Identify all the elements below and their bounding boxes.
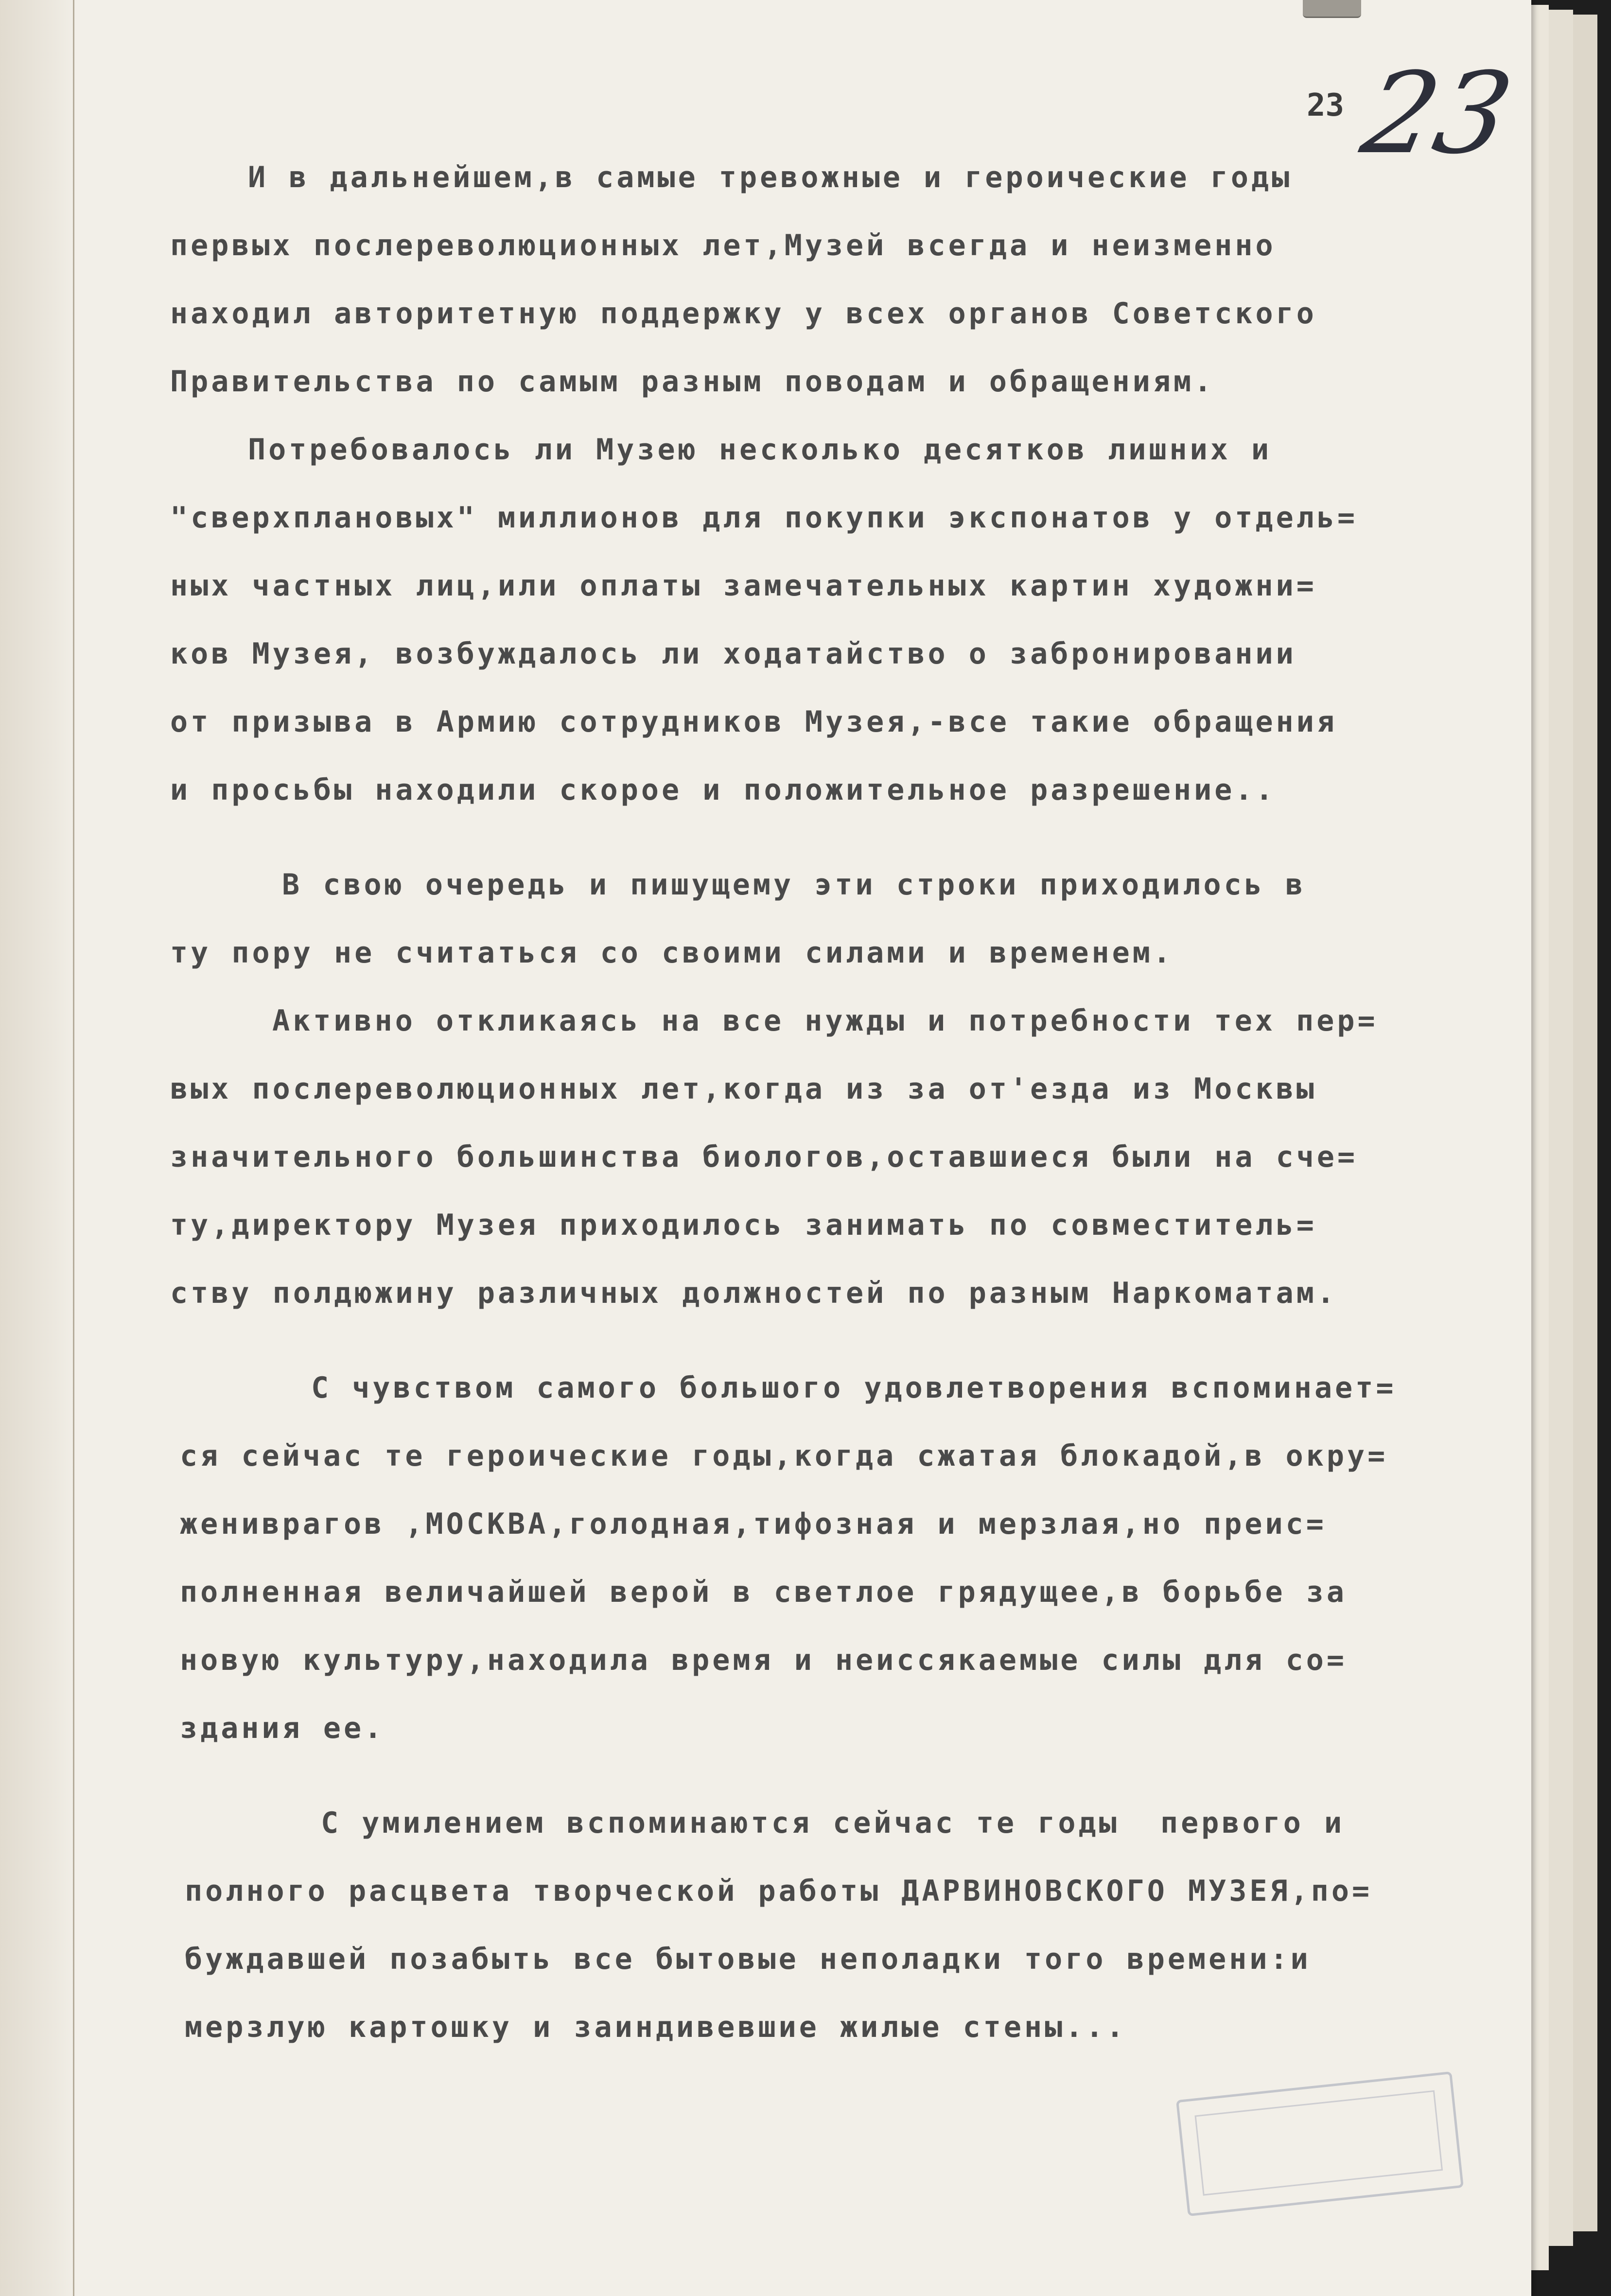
binding-tie bbox=[1303, 0, 1361, 18]
text-line: ству полдюжину различных должностей по разным Наркоматам. bbox=[170, 1276, 1338, 1310]
text-line: ту пору не считаться со своими силами и временем. bbox=[170, 936, 1174, 970]
text-line: ту,директору Музея приходилось занимать по совместитель= bbox=[170, 1208, 1317, 1242]
text-line: ков Музея, возбуждалось ли ходатайство о забронировании bbox=[170, 637, 1296, 671]
text-line: находил авторитетную поддержку у всех органов Советского bbox=[170, 297, 1317, 331]
archive-stamp-inner bbox=[1194, 2090, 1443, 2196]
text-line: полного расцвета творческой работы ДАРВИНОВСКОГО МУЗЕЯ,по= bbox=[185, 1874, 1373, 1908]
text-line: ся сейчас те героические годы,когда сжатая блокадой,в окру= bbox=[180, 1439, 1388, 1473]
text-line: новую культуру,находила время и неиссякаемые силы для со= bbox=[180, 1643, 1348, 1677]
text-line: от призыва в Армию сотрудников Музея,-все такие обращения bbox=[170, 705, 1338, 739]
text-line: полненная величайшей верой в светлое грядущее,в борьбе за bbox=[180, 1575, 1348, 1609]
text-line: "сверхплановых" миллионов для покупки экспонатов у отдель= bbox=[170, 501, 1358, 535]
text-line: жениврагов ,МОСКВА,голодная,тифозная и мерзлая,но преис= bbox=[180, 1507, 1327, 1541]
text-line: первых послереволюционных лет,Музей всегда и неизменно bbox=[170, 228, 1276, 263]
binding-fold bbox=[73, 0, 74, 2296]
text-line: вых послереволюционных лет,когда из за от'езда из Москвы bbox=[170, 1072, 1317, 1106]
handwritten-page-number: 23 bbox=[1352, 49, 1523, 179]
binding-margin bbox=[0, 0, 78, 2296]
typed-page-number: 23 bbox=[1307, 88, 1345, 123]
text-line: ных частных лиц,или оплаты замечательных картин художни= bbox=[170, 569, 1317, 603]
text-line: С умилением вспоминаются сейчас те годы первого и bbox=[321, 1806, 1345, 1840]
text-line: здания ее. bbox=[180, 1711, 385, 1745]
text-line: И в дальнейшем,в самые тревожные и героические годы bbox=[248, 160, 1293, 194]
text-line: значительного большинства биологов,оставшиеся были на сче= bbox=[170, 1140, 1358, 1174]
archive-stamp bbox=[1176, 2071, 1464, 2216]
text-line: С чувством самого большого удовлетворения вспоминает= bbox=[311, 1371, 1397, 1405]
text-line: Правительства по самым разным поводам и обращениям. bbox=[170, 365, 1215, 399]
text-line: и просьбы находили скорое и положительное разрешение.. bbox=[170, 773, 1276, 807]
text-line: мерзлую картошку и заиндивевшие жилые стены... bbox=[185, 2010, 1127, 2044]
text-line: буждавшей позабыть все бытовые неполадки того времени:и bbox=[185, 1942, 1311, 1976]
text-line: Активно откликаясь на все нужды и потребности тех пер= bbox=[272, 1004, 1378, 1038]
text-line: В свою очередь и пишущему эти строки приходилось в bbox=[282, 868, 1306, 902]
text-line: Потребовалось ли Музею несколько десятков лишних и bbox=[248, 433, 1272, 467]
